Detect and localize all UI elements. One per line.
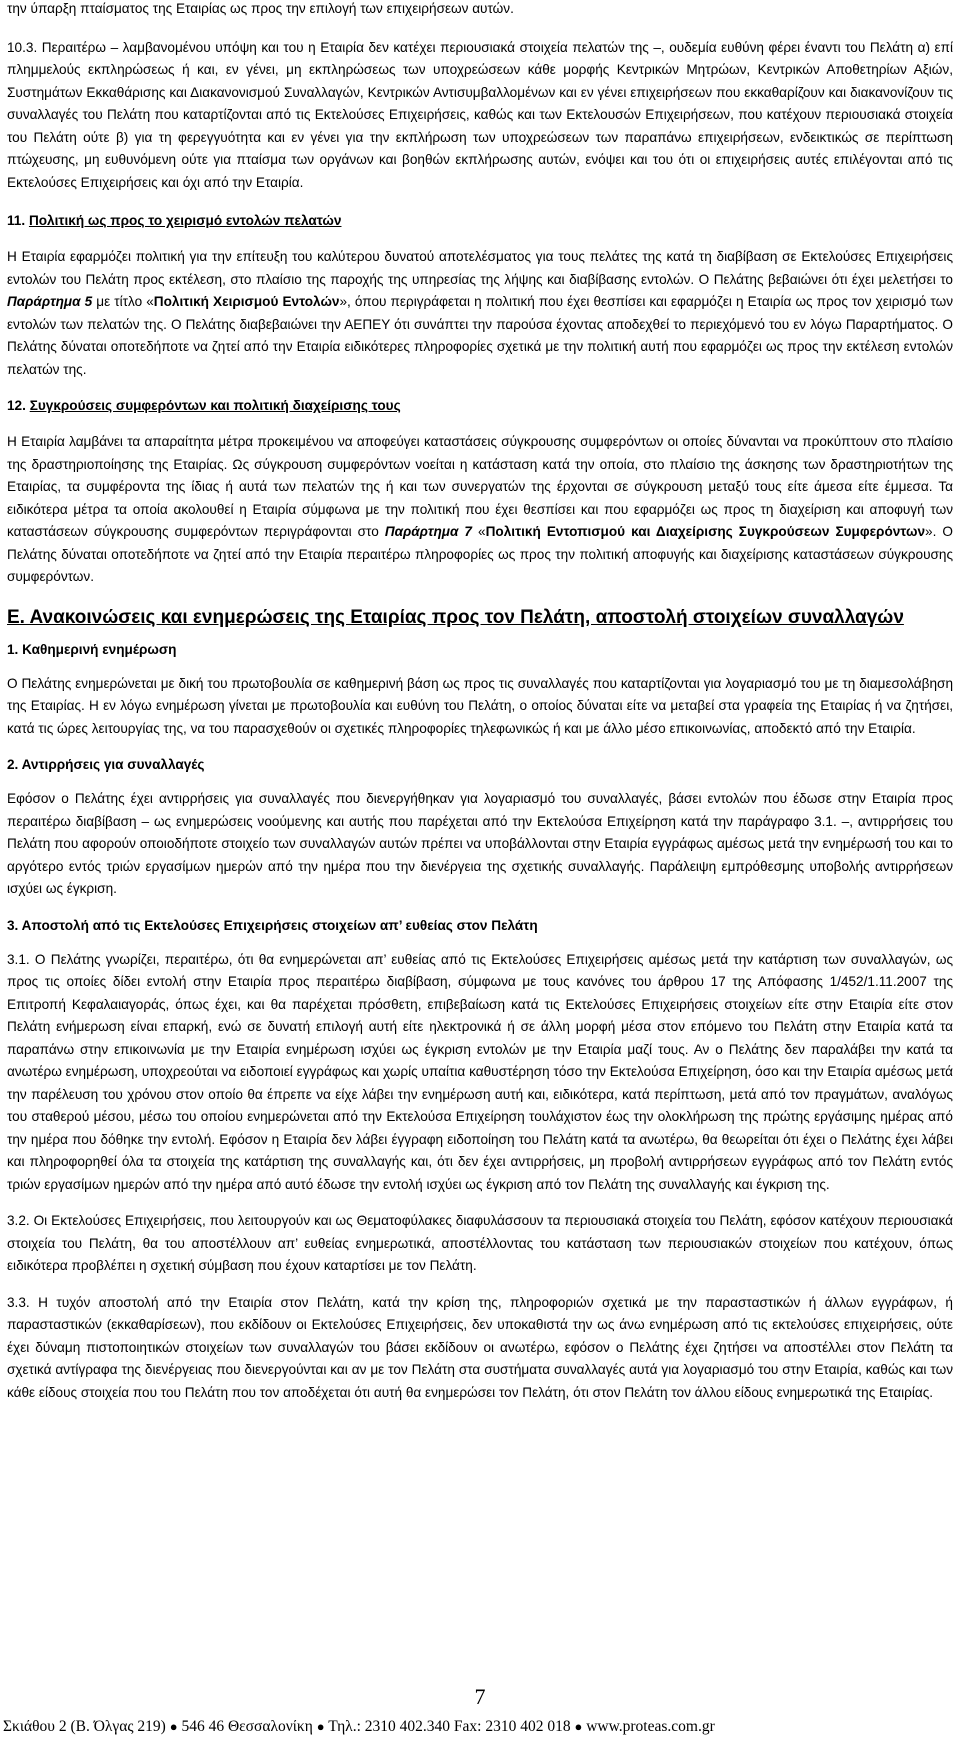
section-11-text-b: με τίτλο « (92, 294, 154, 309)
page-footer (3, 1718, 959, 1736)
section-11-text-a: Η Εταιρία εφαρμόζει πολιτική για την επίτευξη του καλύτερου δυνατού αποτελέσματος για τους πελάτες της κατά τη διαβίβαση σε Εκτελούσες Επιχειρήσεις εντολών του Πελάτη προς εκτέλεση, στο πλαίσιο της παροχής της υπηρεσίας της λήψης και διαβίβασης εντολών. Ο Πελάτης βεβαιώνει ότι έχει μελετήσει το (7, 249, 953, 287)
subsection-e3 (7, 915, 953, 1405)
chapter-e-heading: Ε. Ανακοινώσεις και ενημερώσεις της Εταιρίας προς τον Πελάτη, αποστολή στοιχείων συναλλαγών (7, 606, 904, 628)
subsection-e2-heading: 2. Αντιρρήσεις για συναλλαγές (7, 757, 205, 772)
paragraph-3-2: 3.2. Οι Εκτελούσες Επιχειρήσεις, που λειτουργούν και ως Θεματοφύλακες διαφυλάσσουν τα περιουσιακά στοιχεία του Πελάτη, εφόσον κατέχουν περιουσιακά στοιχεία του Πελάτη, θα του αποστέλλουν απ’ ευθείας ενημερωτικά, αποστέλλοντας του κατάσταση των περιουσιακών στοιχείων που κατέχουν, όπως ειδικότερα προβλέπει η σχετική σύμβαση που έχουν καταρτίσει με τον Πελάτη. (7, 1213, 953, 1273)
section-11-title: Πολιτική ως προς το χειρισμό εντολών πελατών (28, 213, 342, 228)
section-12-text-c: ». Ο Πελάτης δύναται οποτεδήποτε να ζητεί από την Εταιρία περαιτέρω πληροφορίες ως προς την πολιτική αποφυγής και διαχείρισης καταστάσεων σύγκρουσης συμφερόντων. (7, 524, 953, 584)
subsection-e3-heading: 3. Αποστολή από τις Εκτελούσες Επιχειρήσεις στοιχείων απ’ ευθείας στον Πελάτη (7, 917, 538, 933)
order-handling-policy-title: Πολιτική Χειρισμού Εντολών (153, 294, 340, 309)
section-12 (7, 395, 953, 589)
footer-bullet: ● (316, 1719, 325, 1734)
paragraph-10-3: 10.3. Περαιτέρω – λαμβανομένου υπόψη και του η Εταιρία δεν κατέχει περιουσιακά στοιχεία πελατών της –, ουδεμία ευθύνη φέρει έναντι του Πελάτη α) επί πλημμελούς εκπληρώσεως ή και, εν γένει, μη εκπληρώσεως των υποχρεώσεων κάθε μορφής Κεντρικών Μητρώων, Κεντρικών Αποθετηρίων Αξιών, Συστημάτων Εκκαθάρισης και Διακανονισμού Συναλλαγών, Κεντρικών Αντισυμβαλλομένων και εν γένει επιχειρήσεων που εκκαθαρίζουν και διακανονίζουν τις συναλλαγές του Πελάτη που καταρτίζονται από τις Εκτελούσες Επιχειρήσεις, καθώς και των Εκτελουσών Επιχειρήσεων, που κατέχουν περιουσιακά στοιχεία του Πελάτη ούτε β) για τη φερεγγυότητα και εν γένει για την εκπλήρωση των υποχρεώσεων των παραπάνω επιχειρήσεων, ενδεικτικώς σε περίπτωση πτώχευσης, μη ευθυνόμενη ούτε για πταίσμα των οργάνων και βοηθών εκπλήρωσης αυτών, ενόψει και του ότι οι επιχειρήσεις αυτές επιλέγονται από τις Εκτελούσες Επιχειρήσεις και όχι από την Εταιρία. (7, 39, 953, 190)
section-11-heading (7, 210, 953, 232)
page-content (7, 0, 953, 1404)
footer-bullet: ● (169, 1719, 178, 1734)
subsection-e1 (7, 639, 953, 741)
section-11-text-c: », όπου περιγράφεται η πολιτική που έχει θεσπίσει και εφαρμόζει η Εταιρία ως προς τον χειρισμό των εντολών των πελατών της. Ο Πελάτης διαβεβαιώνει την ΑΕΠΕΥ ότι συνάπτει την παρούσα έχοντας αποδεχθεί το περιεχόμενό του εν λόγω Παραρτήματος. Ο Πελάτης δύναται οποτεδήποτε να ζητεί από την Εταιρία ειδικότερες πληροφορίες σχετικά με την πολιτική αυτή που εφαρμόζει ως προς την εκτέλεση εντολών πελατών της. (7, 294, 953, 377)
conflict-policy-title: Πολιτική Εντοπισμού και Διαχείρισης Συγκρούσεων Συμφερόντων (485, 524, 926, 539)
footer-city: 546 46 Θεσσαλονίκη (181, 1718, 313, 1735)
subsection-e2-text: Εφόσον ο Πελάτης έχει αντιρρήσεις για συναλλαγές που διενεργήθηκαν για λογαριασμό του συναλλαγές, βάσει εντολών που έδωσε στην Εταιρία προς περαιτέρω διαβίβαση – ως ενημερώσεις νοούμενης και αυτής που παρέχεται από την Εκτελούσα Επιχείρηση κατά την παράγραφο 3.1. –, αντιρρήσεις του Πελάτη που αφορούν οποιοδήποτε στοιχείο των συναλλαγών αυτών πρέπει να υποβάλλονται στην Εταιρία εγγράφως αμέσως μετά την ενημέρωσή του και το αργότερο εντός τριών εργασίμων ημερών από την ημέρα που την διενέργεια της σχετικής συναλλαγής. Παράλειψη εμπρόθεσμης υποβολής αντιρρήσεων ισχύει ως έγκριση. (7, 791, 953, 896)
section-12-number: 12. (7, 398, 26, 413)
subsection-e1-text: Ο Πελάτης ενημερώνεται με δική του πρωτοβουλία σε καθημερινή βάση ως προς τις συναλλαγές που καταρτίζονται για λογαριασμό του με τη διαμεσολάβηση της Εταιρίας. Η εν λόγω ενημέρωση γίνεται με πρωτοβουλία και ευθύνη του Πελάτη, ο οποίος δύναται είτε να μεταβεί στα γραφεία της Εταιρίας ή να ζητήσει, κατά τις ώρες λειτουργίας της, να του παρασχεθούν οι σχετικές πληροφορίες τηλεφωνικώς ή και με άλλο μέσο επικοινωνίας, αποδεκτό από την Εταιρία. (7, 675, 953, 736)
appendix-5-reference: Παράρτημα 5 (7, 294, 93, 309)
section-11-number: 11. (7, 213, 26, 228)
footer-bullet: ● (574, 1719, 583, 1734)
footer-contact: Τηλ.: 2310 402.340 Fax: 2310 402 018 (328, 1718, 571, 1735)
subsection-e2 (7, 754, 953, 901)
section-11 (7, 210, 953, 381)
section-12-title: Συγκρούσεις συμφερόντων και πολιτική διαχείρισης τους (29, 398, 401, 413)
continuation-line: την ύπαρξη πταίσματος της Εταιρίας ως προς την επιλογή των επιχειρήσεων αυτών. (7, 1, 514, 16)
page-number: 7 (474, 1684, 486, 1709)
footer-address: Σκιάθου 2 (Β. Όλγας 219) (3, 1718, 166, 1735)
paragraph-3-3: 3.3. Η τυχόν αποστολή από την Εταιρία στον Πελάτη, κατά την κρίση της, πληροφοριών σχετικά με την παρασταστικών ή άλλων εγγράφων, ή παρασταστικών (εκκαθαρίσεων), που εκδίδουν οι Εκτελούσες Επιχειρήσεις, δεν υποκαθιστά την ως άνω ενημέρωση από τις εκτελούσες επιχειρήσεις, ούτε έχει δύναμη πιστοποιητικών στοιχείων των συναλλαγών του βάσει εκδίδουν οι ανωτέρω, εφόσον ο Πελάτης έχει ζητήσει να αποστέλλει στον Πελάτη τα σχετικά αντίγραφα της διενέργειας που διενεργούνται και αν με τον Πελάτη στα συστήματα συναλλαγές αυτά για λογαριασμό του στην Εταιρία, καθώς και των κάθε είδους στοιχεία που του Πελάτη που τον αποδέχεται ότι αυτή θα ενημερώσει τον Πελάτη, ότι στον Πελάτη τον άλλου είδους ενημερωτικά της Εταιρίας. (7, 1294, 953, 1400)
footer-website: www.proteas.com.gr (586, 1718, 715, 1735)
section-11-text (7, 246, 953, 381)
paragraph-3-1: 3.1. Ο Πελάτης γνωρίζει, περαιτέρω, ότι θα ενημερώνεται απ’ ευθείας από τις Εκτελούσες Επιχειρήσεις αμέσως μετά την κατάρτιση των συναλλαγών, ως προς τις οποίες δίδει εντολή στην Εταιρία προς περαιτέρω διαβίβαση, σύμφωνα με τους κανόνες του άρθρου 17 της Απόφασης 1/452/1.11.2007 της Επιτροπή Κεφαλαιαγοράς, όπως έχει, και θα παρέχεται πρόσθετη, επιβεβαίωση κατά τις Εκτελούσες Επιχειρήσεις στοιχείων είτε στην Εταιρία είτε στον Πελάτη ενήμερωση είναι επαρκή, ενώ σε δυνατή επιλογή αυτή είτε ηλεκτρονικά ή σε άλλη μορφή μέσα στον επόμενο του Πελάτη στην Εταιρία κατά τα παραπάνω στην επικοινωνία με την Εταιρία ενημέρωση ισχύει ως έγκριση εντολών με την Εταιρία μαζί τους. Αν ο Πελάτης δεν παραλάβει την κατά τα ανωτέρω ενημέρωση, υποχρεούται να ειδοποιεί εγγράφως και χωρίς υπαίτια καθυστέρηση τόσο την Εκτελούσα Επιχείρηση, όσο και την Εταιρία αμέσως μετά την παρέλευση του χρόνου στον οποίο θα έπρεπε να είχε λάβει την ενημέρωση αυτή και, ειδικότερα, κατά περίπτωση, μετά από τον πραγμάτων, αναλόγως του σταθερού μέσου, μέσω του οποίου ενημερώνεται από την Εκτελούσα Επιχείρηση τουλάχιστον έως την ολοκλήρωση της πρώτης εργάσιμης ημέρας από την ημέρα που δόθηκε την εντολή. Εφόσον η Εταιρία δεν λάβει έγγραφη ειδοποίηση του Πελάτη κατά τα ανωτέρω, θα θεωρείται ότι έχει ο Πελάτης έχει λάβει και πληροφορηθεί όλα τα στοιχεία της κατάρτιση της συναλλαγής και, ότι δεν έχει αντιρρήσεις, μη προβολή αντιρρήσεων εγγράφως από τον Πελάτη εντός τριών εργασίμων ημερών από την ημέρα από αυτό έδωσε την εντολή ισχύει ως έγκριση από τον Πελάτη της συναλλαγής και έγκριση της. (7, 951, 953, 1192)
section-12-text-b: « (472, 524, 486, 539)
subsection-e1-heading: 1. Καθημερινή ενημέρωση (7, 641, 177, 657)
section-12-text (7, 431, 953, 589)
appendix-7-reference: Παράρτημα 7 (384, 524, 472, 539)
section-12-heading (7, 395, 953, 417)
section-12-text-a: Η Εταιρία λαμβάνει τα απαραίτητα μέτρα προκειμένου να αποφεύγει καταστάσεις σύγκρουσης συμφερόντων οι οποίες δύνανται να προκύπτουν στο πλαίσιο της δραστηριοποίησης της Εταιρίας. Ως σύγκρουση συμφερόντων νοείται η κατάσταση κατά την οποία, στο πλαίσιο της άσκησης των δραστηριοτήτων της Εταιρίας, τα συμφέροντα της ίδιας ή αυτά των πελατών της ή και των συνεργατών της έρχονται σε σύγκρουση μεταξύ τους είτε άμεσα είτε έμμεσα. Τα ειδικότερα μέτρα τα οποία ακολουθεί η Εταιρία σύμφωνα με την πολιτική που έχει θεσπίσει και που εφαρμόζει ως προς τη διαχείριση και αποφυγή των καταστάσεων σύγκρουσης συμφερόντων περιγράφονται στο (7, 434, 953, 539)
